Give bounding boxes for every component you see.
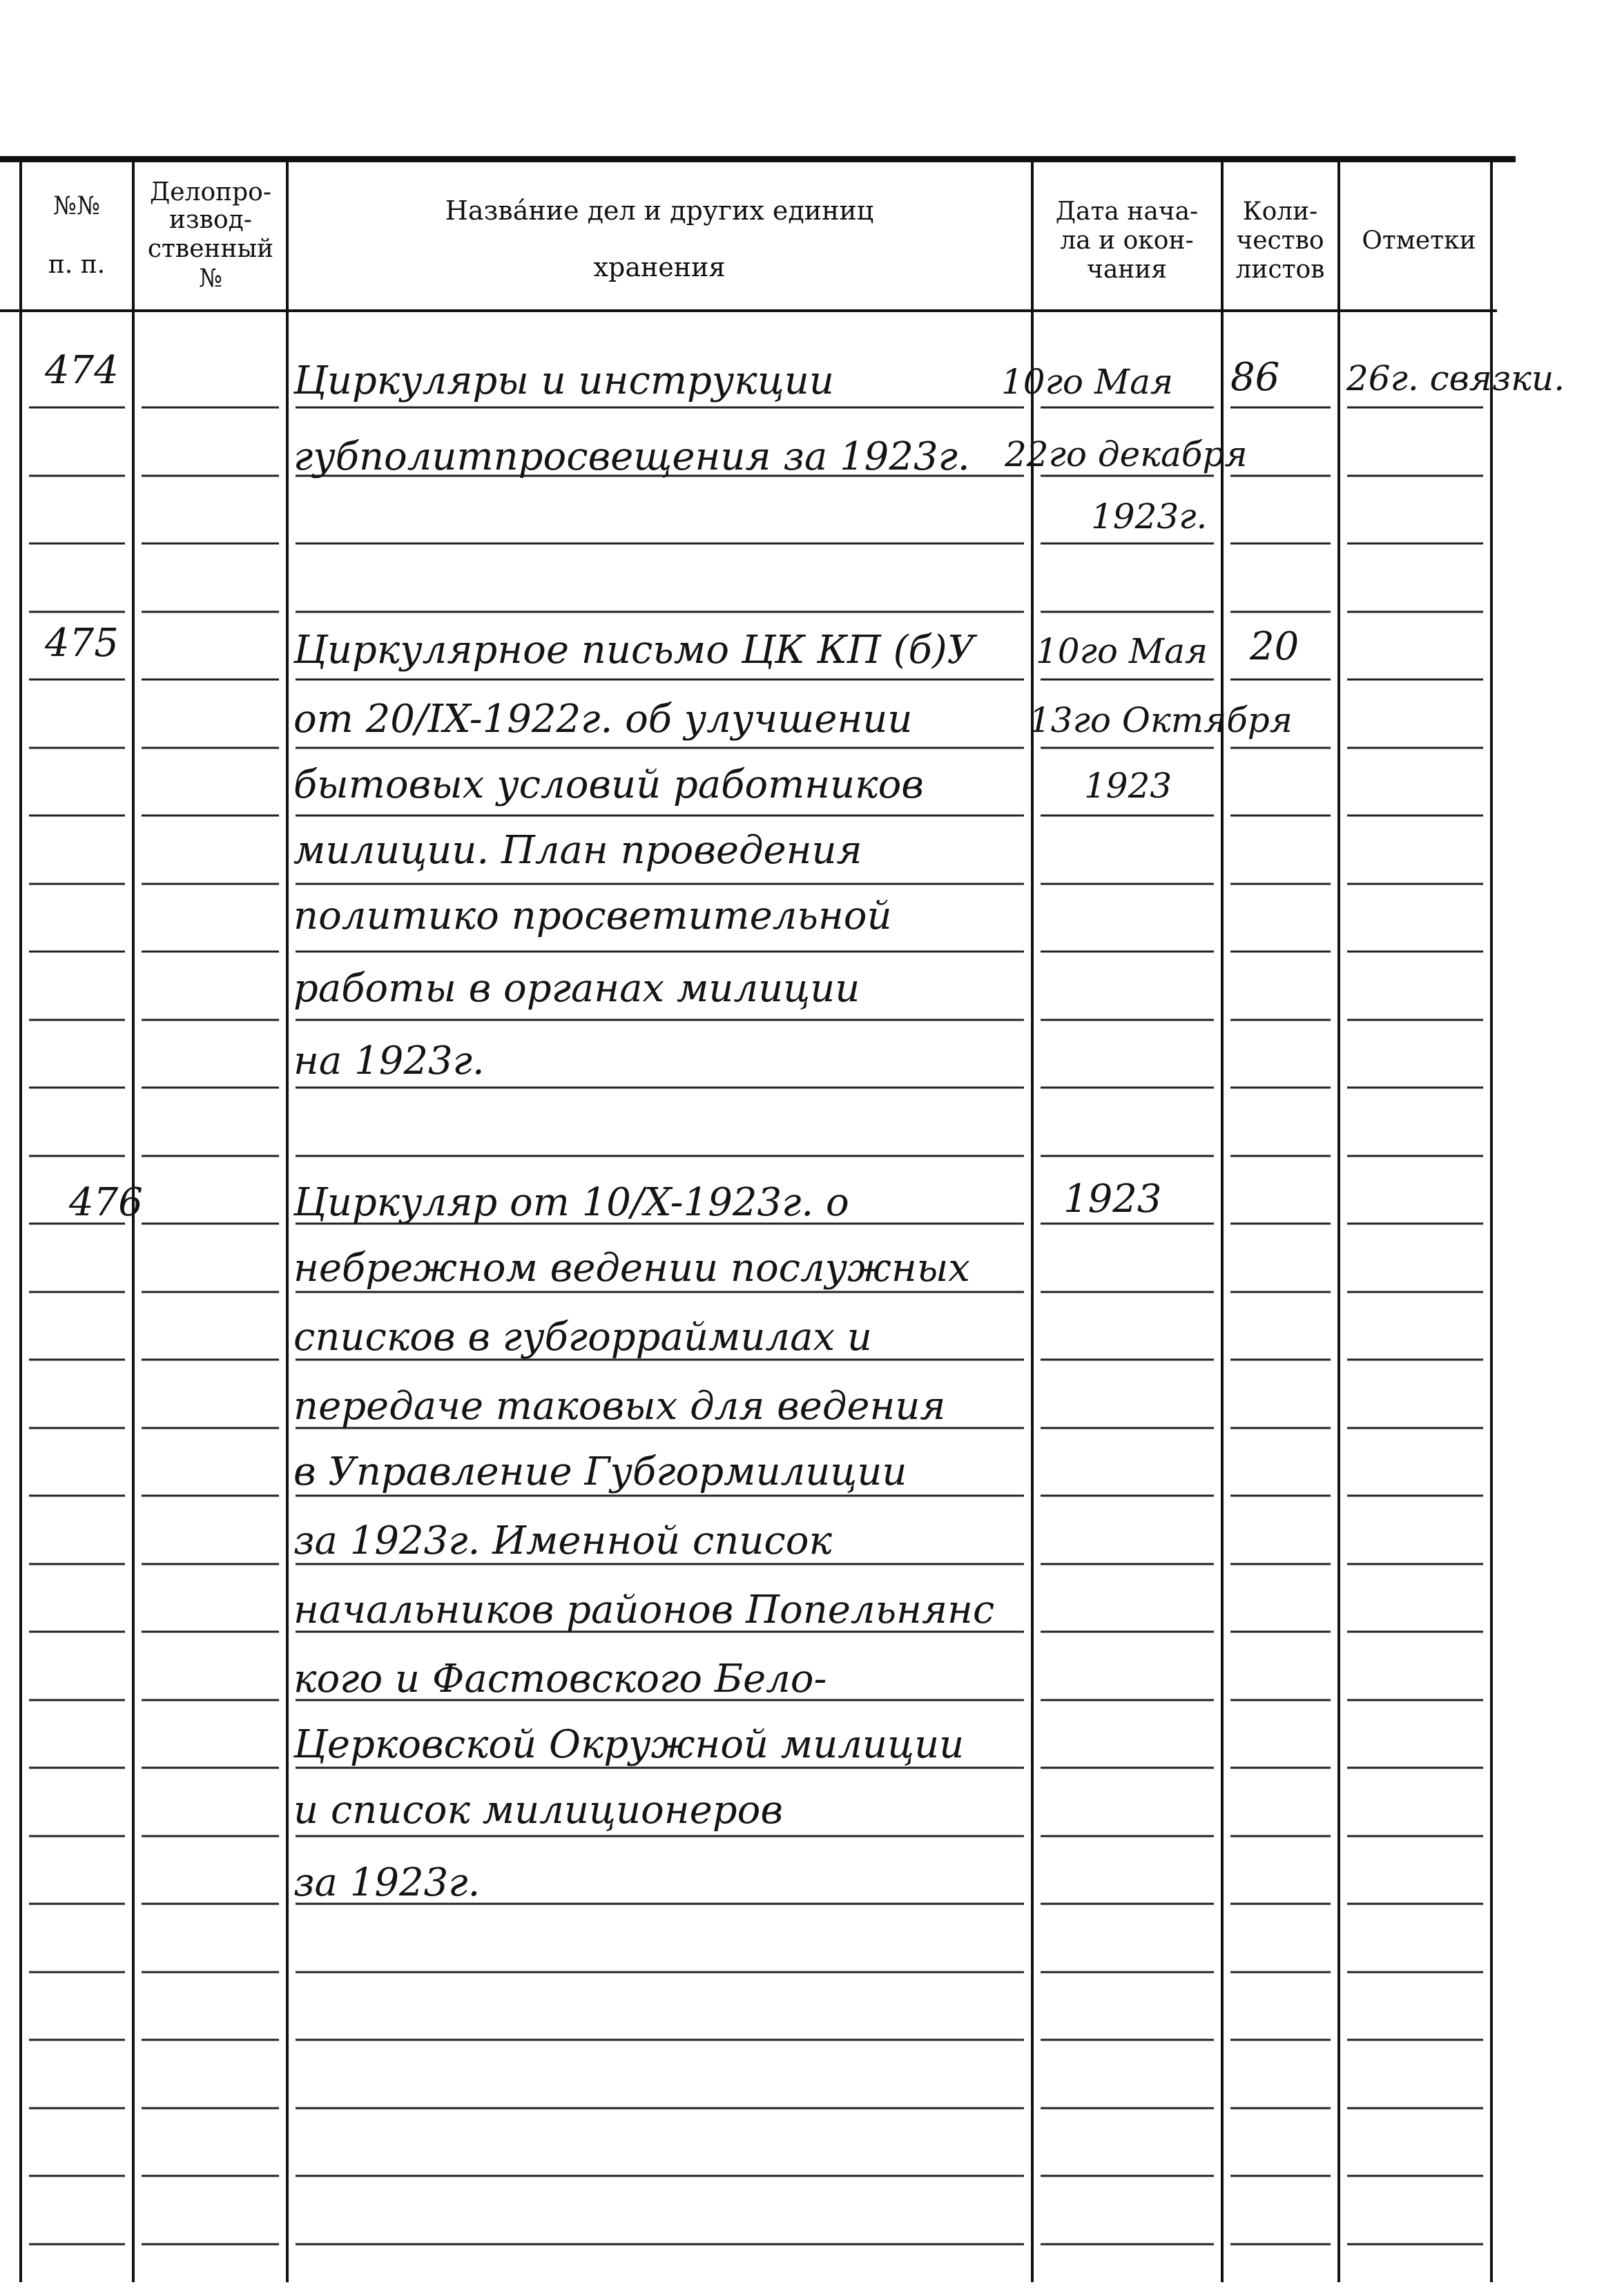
record-title-line: Циркулярное письмо ЦК КП (б)У [293, 628, 976, 673]
header-number-line1: №№ [52, 192, 101, 220]
record-title-line: за 1923г. [293, 1860, 481, 1905]
record-title-line: милиции. План проведения [293, 828, 862, 873]
header-sheets-line2: чество [1236, 226, 1324, 255]
record-title-line: работы в органах милиции [293, 966, 860, 1011]
record-sheet-count: 86 [1230, 355, 1280, 400]
record-date-line: 1923 [1063, 1177, 1162, 1222]
header-case-number-line1: Делопро- [150, 178, 271, 206]
header-title-line2: хранения [593, 252, 726, 282]
header-case-number-line3: ственный [147, 235, 274, 263]
record-title-line: политико просветительной [293, 894, 892, 938]
record-number: 476 [69, 1180, 143, 1225]
record-475 [44, 621, 1299, 1083]
record-sheet-count: 20 [1250, 624, 1299, 669]
record-title-line: в Управление Губгормилиции [293, 1449, 907, 1494]
record-title-line: губполитпросвещения за 1923г. [293, 434, 970, 479]
record-title-line: небрежном ведении послужных [293, 1246, 970, 1291]
record-title-line: кого и Фастовского Бело- [293, 1657, 827, 1701]
record-number: 474 [45, 348, 119, 393]
record-date-line: 10го Мая [1001, 362, 1173, 402]
header-date-line2: ла и окон- [1060, 226, 1194, 255]
record-476 [68, 1177, 1162, 1905]
record-title-line: и список милиционеров [293, 1788, 783, 1833]
record-title-line: за 1923г. Именной список [293, 1518, 832, 1563]
header-date-line3: чания [1087, 255, 1167, 284]
record-date-line: 10го Мая [1036, 631, 1208, 671]
header-case-number-line2: извод- [169, 206, 252, 234]
record-title-line: Циркуляры и инструкции [293, 358, 834, 403]
header-sheets-line3: листов [1235, 255, 1325, 284]
header-notes: Отметки [1362, 226, 1476, 255]
record-title-line: начальников районов Попельнянс [293, 1588, 995, 1632]
record-note: 26г. связки. [1346, 358, 1565, 398]
header-title-line1: Назва́ние дел и других единиц [445, 195, 874, 226]
record-date-line: 1923 [1084, 766, 1172, 806]
record-number: 475 [45, 621, 119, 666]
header-date-line1: Дата нача- [1055, 197, 1199, 226]
record-474 [44, 348, 1565, 537]
record-title-line: на 1923г. [293, 1039, 485, 1083]
table-header [48, 178, 1476, 293]
record-title-line: передаче таковых для ведения [293, 1384, 946, 1429]
record-title-line: списков в губгорраймилах и [293, 1315, 872, 1360]
header-case-number-line4: № [198, 264, 223, 293]
header-number-line2: п. п. [48, 251, 106, 279]
record-title-line: Циркуляр от 10/X-1923г. о [293, 1180, 849, 1225]
record-date-line: 13го Октября [1029, 700, 1293, 740]
record-title-line: от 20/IX-1922г. об улучшении [293, 697, 913, 742]
top-border [0, 156, 1516, 162]
record-date-line: 1923г. [1091, 496, 1208, 537]
record-title-line: Церковской Окружной милиции [293, 1722, 965, 1767]
record-date-line: 22го декабря [1005, 434, 1248, 474]
header-sheets-line1: Коли- [1242, 197, 1318, 226]
record-title-line: бытовых условий работников [293, 762, 924, 807]
